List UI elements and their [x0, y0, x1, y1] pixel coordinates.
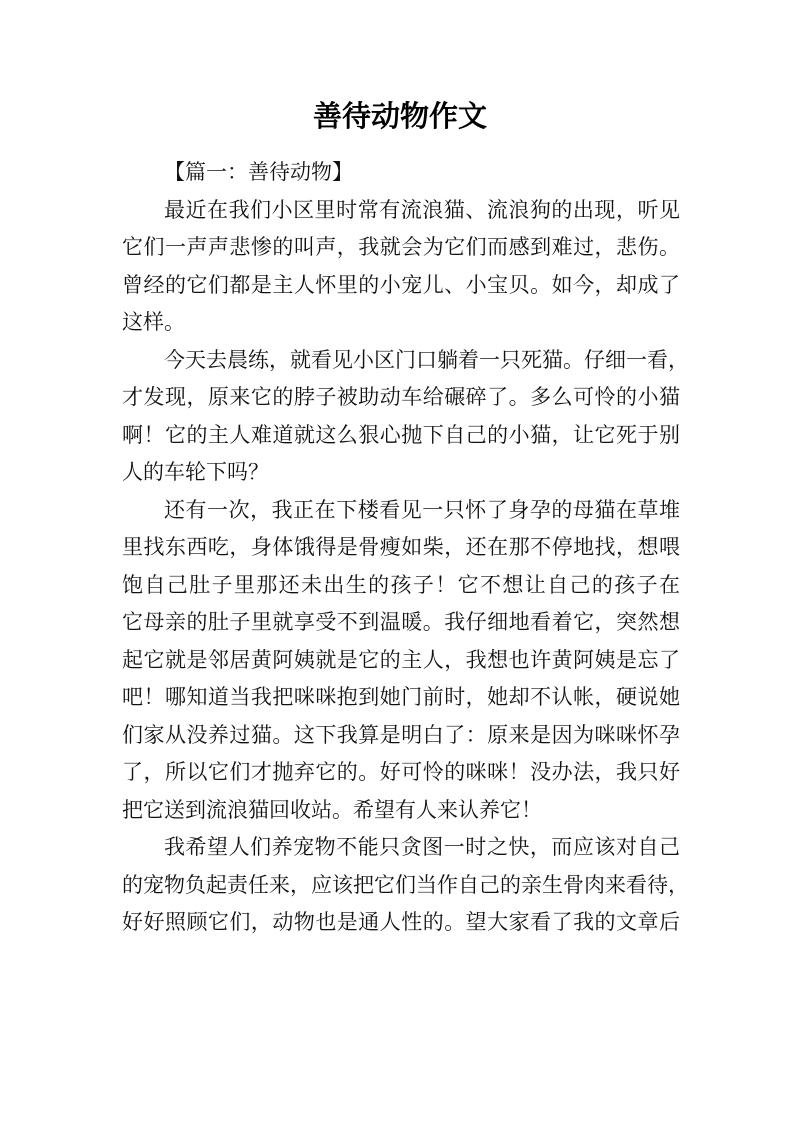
- paragraph-line: 啊！它的主人难道就这么狠心抛下自己的小猫，让它死于别: [122, 422, 680, 447]
- section-heading: 【篇一：善待动物】: [164, 160, 353, 184]
- article-body: [122, 154, 689, 942]
- paragraph-line: 今天去晨练，就看见小区门口躺着一只死猫。仔细一看，: [164, 347, 689, 372]
- paragraph-line: 它母亲的肚子里就享受不到温暖。我仔细地看着它，突然想: [122, 610, 680, 634]
- paragraph-line: 的宠物负起责任来，应该把它们当作自己的亲生骨肉来看待，: [122, 872, 689, 897]
- paragraph-2: [122, 342, 689, 492]
- paragraph-line: 里找东西吃，身体饿得是骨瘦如柴，还在那不停地找，想喂: [122, 535, 680, 559]
- paragraph-line: 人的车轮下吗？: [122, 460, 269, 484]
- page-title: 善待动物作文: [312, 99, 487, 133]
- paragraph-line: 起它就是邻居黄阿姨就是它的主人，我想也许黄阿姨是忘了: [122, 647, 680, 672]
- paragraph-line: 们家从没养过猫。这下我算是明白了：原来是因为咪咪怀孕: [122, 722, 680, 747]
- paragraph-4: [122, 829, 689, 942]
- paragraph-line: 才发现，原来它的脖子被助动车给碾碎了。多么可怜的小猫: [122, 385, 680, 409]
- paragraph-line: 这样。: [122, 310, 185, 334]
- paragraph-line: 最近在我们小区里时常有流浪猫、流浪狗的出现，听见: [164, 197, 680, 222]
- paragraph-line: 饱自己肚子里那还未出生的孩子！它不想让自己的孩子在: [122, 572, 680, 597]
- paragraph-line: 把它送到流浪猫回收站。希望有人来认养它！: [122, 797, 542, 822]
- paragraph-line: 吧！哪知道当我把咪咪抱到她门前时，她却不认帐，硬说她: [122, 685, 680, 709]
- paragraph-line: 它们一声声悲惨的叫声，我就会为它们而感到难过，悲伤。: [122, 235, 680, 259]
- paragraph-line: 曾经的它们都是主人怀里的小宠儿、小宝贝。如今，却成了: [122, 272, 680, 297]
- paragraph-1: [122, 192, 680, 342]
- paragraph-line: 我希望人们养宠物不能只贪图一时之快，而应该对自己: [164, 835, 680, 859]
- paragraph-line: 还有一次，我正在下楼看见一只怀了身孕的母猫在草堆: [164, 497, 680, 522]
- paragraph-3: [122, 492, 680, 830]
- paragraph-line: 好好照顾它们，动物也是通人性的。望大家看了我的文章后: [122, 910, 680, 934]
- paragraph-line: 了，所以它们才抛弃它的。好可怜的咪咪！没办法，我只好: [122, 760, 680, 784]
